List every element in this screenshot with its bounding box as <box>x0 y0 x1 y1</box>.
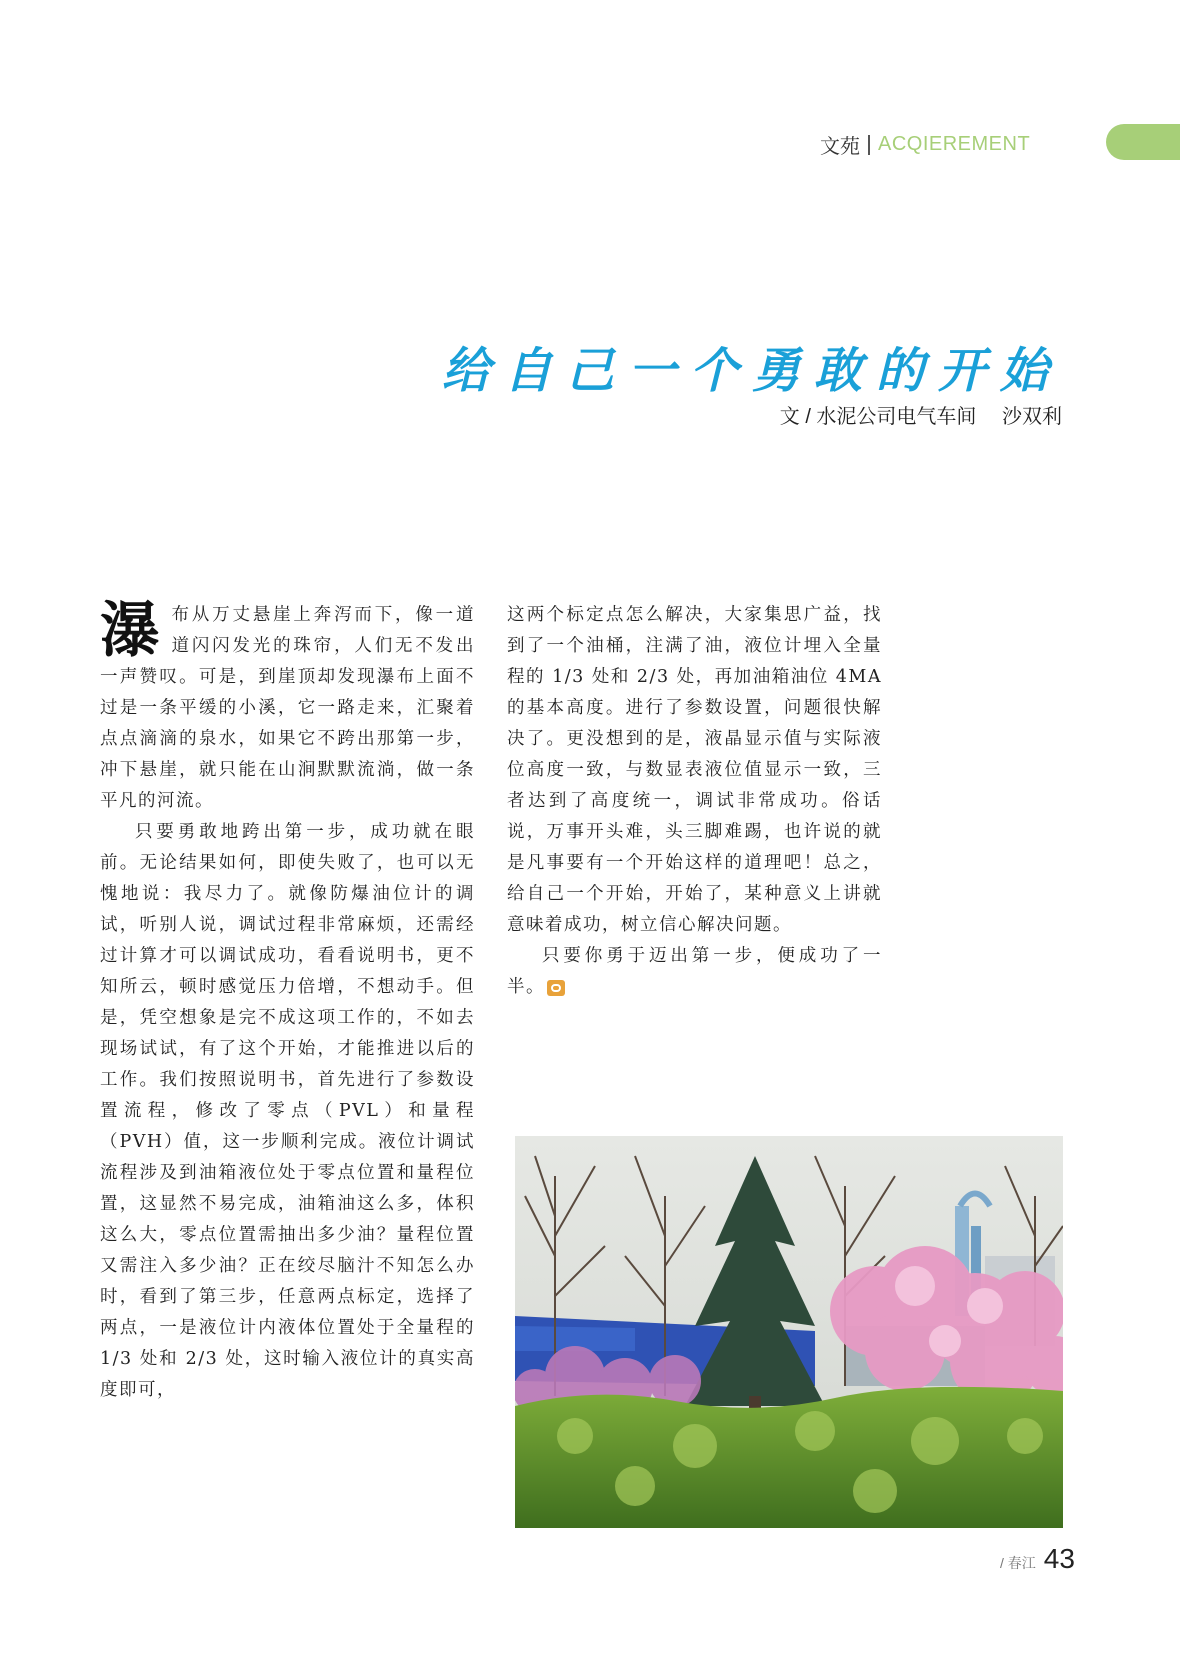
paragraph-text: 只要你勇于迈出第一步，便成功了一半。 <box>507 946 882 997</box>
section-name-english: ACQIEREMENT <box>878 133 1031 155</box>
blossom-trees-image <box>515 1136 1063 1528</box>
paragraph <box>507 941 882 1003</box>
article-photo <box>515 1136 1063 1528</box>
paragraph: 只要勇敢地跨出第一步，成功就在眼前。无论结果如何，即使失败了，也可以无愧地说：我尽力了。就像防爆油位计的调试，听别人说，调试过程非常麻烦，还需经过计算才可以调试成功，看看说明书，更不知所云，顿时感觉压力倍增，不想动手。但是，凭空想象是完不成这项工作的，不如去现场试试，有了这个开始，才能推进以后的工作。我们按照说明书，首先进行了参数设置流程，修改了零点（PVL）和量程（PVH）值，这一步顺利完成。液位计调试流程涉及到油箱液位处于零点位置和量程位置，这显然不易完成，油箱油这么多，体积这么大，零点位置需抽出多少油？量程位置又需注入多少油？正在绞尽脑汁不知怎么办时，看到了第三步，任意两点标定，选择了两点，一是液位计内液体位置处于全量程的 1/3 处和 2/3 处，这时输入液位计的真实高度即可， <box>100 822 475 1400</box>
paragraph: 这两个标定点怎么解决，大家集思广益，找到了一个油桶，注满了油，液位计埋入全量程的 1/3 处和 2/3 处，再加油箱油位 4MA 的基本高度。进行了参数设置，问题很快解决了。更没想到的是，液晶显示值与实际液位高度一致，与数显表液位值显示一致，三者达到了高度统一，调试非常成功。俗话说，万事开头难，头三脚难踢，也许说的就是凡事要有一个开始这样的道理吧！总之，给自己一个开始，开始了，某种意义上讲就意味着成功，树立信心解决问题。 <box>507 605 882 935</box>
article-title: 给自己一个勇敢的开始 <box>441 343 1062 399</box>
article-column-right <box>507 600 882 1003</box>
page-number: 43 <box>1043 1543 1075 1574</box>
paragraph-text: 布从万丈悬崖上奔泻而下，像一道道闪闪发光的珠帘，人们无不发出一声赞叹。可是，到崖顶却发现瀑布上面不过是一条平缓的小溪，它一路走来，汇聚着点点滴滴的泉水，如果它不跨出那第一步，冲下悬崖，就只能在山涧默默流淌，做一条平凡的河流。 <box>100 605 475 811</box>
page-footer <box>1000 1543 1075 1575</box>
section-header <box>820 130 1030 159</box>
magazine-name: / 春江 <box>1000 1555 1036 1571</box>
end-mark-icon <box>547 980 565 996</box>
paragraph <box>100 596 475 817</box>
section-tab-marker <box>1106 124 1180 160</box>
header-divider <box>868 135 870 155</box>
section-name: 文苑 <box>820 136 860 158</box>
article-column-left <box>100 596 475 1406</box>
article-byline: 文 / 水泥公司电气车间 沙双利 <box>779 406 1062 428</box>
drop-cap: 瀑 <box>100 596 162 666</box>
